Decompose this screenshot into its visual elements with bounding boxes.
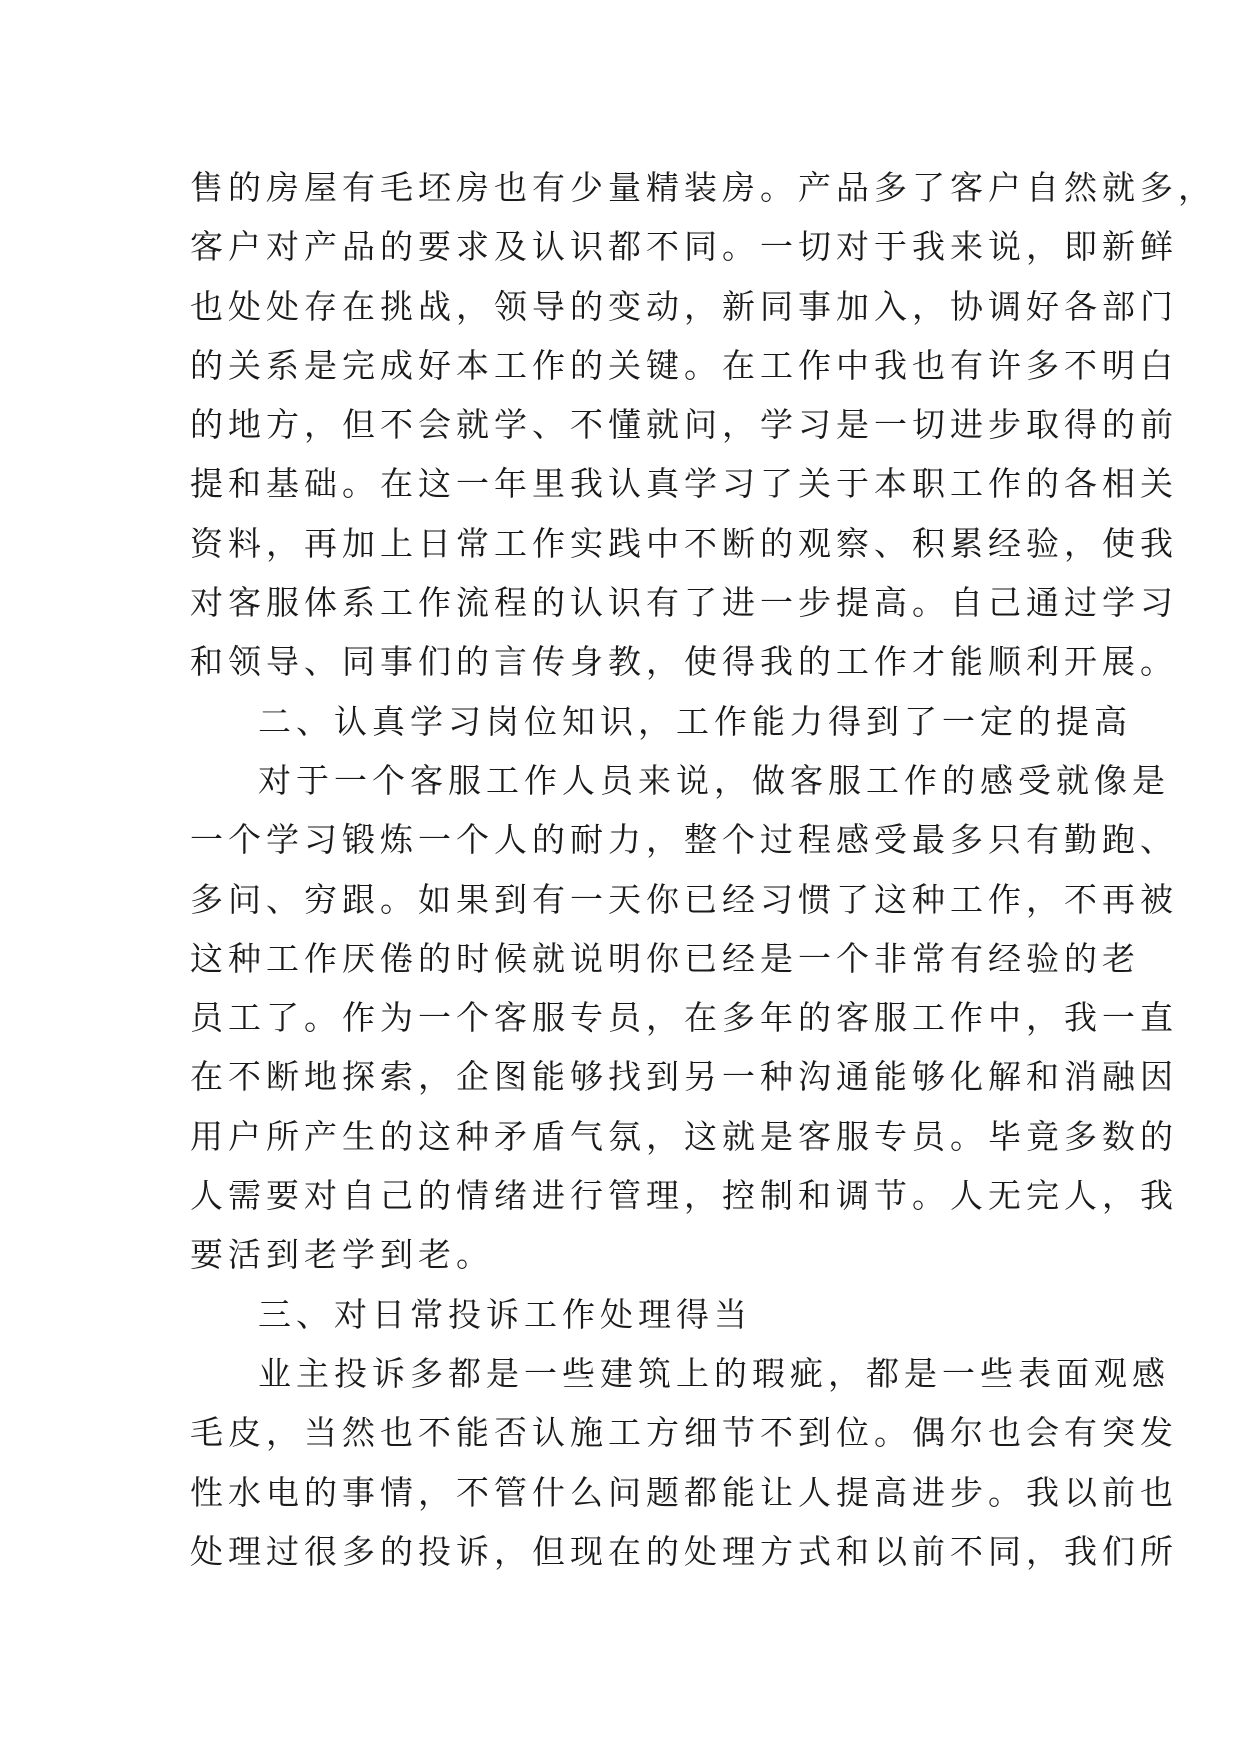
text-line: 在不断地探索，企图能够找到另一种沟通能够化解和消融因 [190, 1057, 1178, 1097]
section-heading: 三、对日常投诉工作处理得当 [258, 1294, 752, 1334]
text-line: 人需要对自己的情绪进行管理，控制和调节。人无完人，我 [190, 1176, 1178, 1216]
body-text [190, 158, 1216, 1581]
text-line: 提和基础。在这一年里我认真学习了关于本职工作的各相关 [190, 464, 1178, 504]
text-line: 员工了。作为一个客服专员，在多年的客服工作中，我一直 [190, 998, 1178, 1038]
text-line: 也处处存在挑战，领导的变动，新同事加入，协调好各部门 [190, 286, 1178, 326]
paragraph-start-line: 业主投诉多都是一些建筑上的瑕疵，都是一些表面观感 [258, 1353, 1170, 1393]
text-line: 这种工作厌倦的时候就说明你已经是一个非常有经验的老 [190, 938, 1140, 978]
text-line: 售的房屋有毛坯房也有少量精装房。产品多了客户自然就多， [190, 168, 1216, 207]
text-line: 多问、穷跟。如果到有一天你已经习惯了这种工作，不再被 [190, 879, 1178, 919]
section-heading: 二、认真学习岗位知识，工作能力得到了一定的提高 [258, 701, 1132, 741]
paragraph-start-line: 对于一个客服工作人员来说，做客服工作的感受就像是 [258, 760, 1170, 800]
text-line: 一个学习锻炼一个人的耐力，整个过程感受最多只有勤跑、 [190, 820, 1178, 860]
text-line: 的关系是完成好本工作的关键。在工作中我也有许多不明白 [190, 345, 1178, 385]
text-line: 对客服体系工作流程的认识有了进一步提高。自己通过学习 [190, 583, 1178, 623]
text-line: 性水电的事情，不管什么问题都能让人提高进步。我以前也 [190, 1472, 1178, 1512]
text-line: 毛皮，当然也不能否认施工方细节不到位。偶尔也会有突发 [190, 1413, 1178, 1453]
text-line: 客户对产品的要求及认识都不同。一切对于我来说，即新鲜 [190, 227, 1178, 267]
text-line: 和领导、同事们的言传身教，使得我的工作才能顺利开展。 [190, 642, 1178, 682]
text-line: 要活到老学到老。 [190, 1235, 494, 1275]
text-line: 用户所产生的这种矛盾气氛，这就是客服专员。毕竟多数的 [190, 1116, 1178, 1156]
text-line: 资料，再加上日常工作实践中不断的观察、积累经验，使我 [190, 523, 1178, 563]
text-line: 处理过很多的投诉，但现在的处理方式和以前不同，我们所 [190, 1531, 1178, 1571]
text-line: 的地方，但不会就学、不懂就问，学习是一切进步取得的前 [190, 405, 1178, 445]
